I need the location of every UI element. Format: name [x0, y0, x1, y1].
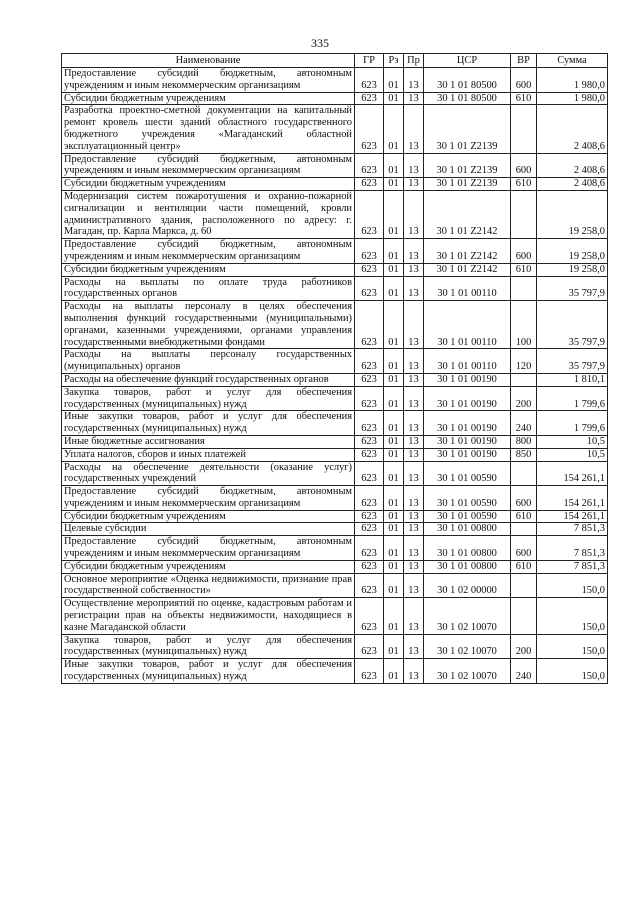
cell-csr: 30 1 01 00800: [424, 536, 511, 561]
cell-name: Предоставление субсидий бюджетным, автономным учреждениям и иным некоммерческим организациям: [62, 239, 355, 264]
cell-rz: 01: [384, 448, 404, 461]
cell-pr: 13: [404, 301, 424, 349]
cell-name: Субсидии бюджетным учреждениям: [62, 560, 355, 573]
cell-rz: 01: [384, 92, 404, 105]
cell-vr: [511, 373, 537, 386]
table-row: [62, 349, 608, 374]
cell-gr: 623: [355, 573, 384, 598]
cell-gr: 623: [355, 659, 384, 684]
cell-gr: 623: [355, 523, 384, 536]
cell-vr: [511, 573, 537, 598]
cell-gr: 623: [355, 598, 384, 634]
cell-rz: 01: [384, 239, 404, 264]
table-row: [62, 386, 608, 411]
table-row: [62, 92, 608, 105]
cell-name: Модернизация систем пожаротушения и охранно-пожарной сигнализации и вентиляции части помещений, кровли административного здания, расположенного по адресу: г. Магадан, пр. Карла Маркса, д. 60: [62, 190, 355, 238]
cell-pr: 13: [404, 573, 424, 598]
cell-gr: 623: [355, 510, 384, 523]
cell-sum: 1 980,0: [537, 92, 608, 105]
cell-gr: 623: [355, 153, 384, 178]
cell-pr: 13: [404, 659, 424, 684]
cell-name: Предоставление субсидий бюджетным, автономным учреждениям и иным некоммерческим организациям: [62, 153, 355, 178]
cell-vr: 600: [511, 68, 537, 93]
header-name: Наименование: [62, 54, 355, 68]
cell-rz: 01: [384, 560, 404, 573]
cell-rz: 01: [384, 461, 404, 486]
cell-pr: 13: [404, 411, 424, 436]
cell-csr: 30 1 01 00110: [424, 349, 511, 374]
cell-rz: 01: [384, 510, 404, 523]
table-row: [62, 301, 608, 349]
cell-vr: 610: [511, 510, 537, 523]
cell-rz: 01: [384, 105, 404, 153]
cell-vr: [511, 190, 537, 238]
cell-gr: 623: [355, 301, 384, 349]
cell-csr: 30 1 01 Z2142: [424, 263, 511, 276]
table-row: [62, 523, 608, 536]
cell-vr: 200: [511, 386, 537, 411]
cell-sum: 1 799,6: [537, 411, 608, 436]
cell-rz: 01: [384, 301, 404, 349]
table-row: [62, 276, 608, 301]
table-row: [62, 435, 608, 448]
cell-gr: 623: [355, 448, 384, 461]
cell-name: Целевые субсидии: [62, 523, 355, 536]
cell-pr: 13: [404, 263, 424, 276]
cell-vr: 610: [511, 92, 537, 105]
cell-gr: 623: [355, 68, 384, 93]
cell-csr: 30 1 01 00590: [424, 461, 511, 486]
cell-gr: 623: [355, 105, 384, 153]
table-row: [62, 510, 608, 523]
cell-vr: [511, 598, 537, 634]
cell-name: Закупка товаров, работ и услуг для обеспечения государственных (муниципальных) нужд: [62, 634, 355, 659]
cell-vr: [511, 105, 537, 153]
table-row: [62, 659, 608, 684]
cell-vr: 610: [511, 560, 537, 573]
cell-vr: 100: [511, 301, 537, 349]
cell-csr: 30 1 01 00190: [424, 435, 511, 448]
cell-sum: 150,0: [537, 634, 608, 659]
cell-csr: 30 1 01 00190: [424, 448, 511, 461]
cell-rz: 01: [384, 536, 404, 561]
cell-csr: 30 1 02 10070: [424, 659, 511, 684]
cell-name: Закупка товаров, работ и услуг для обеспечения государственных (муниципальных) нужд: [62, 386, 355, 411]
table-row: [62, 486, 608, 511]
cell-sum: 19 258,0: [537, 239, 608, 264]
header-gr: ГР: [355, 54, 384, 68]
cell-pr: 13: [404, 153, 424, 178]
cell-gr: 623: [355, 239, 384, 264]
cell-rz: 01: [384, 598, 404, 634]
cell-vr: 120: [511, 349, 537, 374]
cell-rz: 01: [384, 190, 404, 238]
cell-sum: 2 408,6: [537, 178, 608, 191]
cell-vr: 600: [511, 153, 537, 178]
table-row: [62, 634, 608, 659]
cell-gr: 623: [355, 486, 384, 511]
cell-name: Иные бюджетные ассигнования: [62, 435, 355, 448]
cell-name: Расходы на выплаты персоналу государственных (муниципальных) органов: [62, 349, 355, 374]
cell-name: Расходы на обеспечение функций государственных органов: [62, 373, 355, 386]
cell-vr: 600: [511, 486, 537, 511]
header-csr: ЦСР: [424, 54, 511, 68]
cell-csr: 30 1 01 Z2139: [424, 105, 511, 153]
cell-csr: 30 1 01 Z2142: [424, 190, 511, 238]
header-rz: Рз: [384, 54, 404, 68]
table-row: [62, 536, 608, 561]
cell-sum: 7 851,3: [537, 560, 608, 573]
cell-sum: 19 258,0: [537, 190, 608, 238]
cell-name: Уплата налогов, сборов и иных платежей: [62, 448, 355, 461]
cell-gr: 623: [355, 411, 384, 436]
cell-sum: 35 797,9: [537, 301, 608, 349]
header-sum: Сумма: [537, 54, 608, 68]
cell-gr: 623: [355, 190, 384, 238]
cell-sum: 35 797,9: [537, 349, 608, 374]
cell-pr: 13: [404, 486, 424, 511]
cell-csr: 30 1 02 00000: [424, 573, 511, 598]
cell-gr: 623: [355, 263, 384, 276]
cell-sum: 150,0: [537, 573, 608, 598]
cell-name: Иные закупки товаров, работ и услуг для обеспечения государственных (муниципальных) нужд: [62, 659, 355, 684]
cell-sum: 2 408,6: [537, 153, 608, 178]
cell-gr: 623: [355, 276, 384, 301]
cell-csr: 30 1 01 Z2142: [424, 239, 511, 264]
cell-pr: 13: [404, 435, 424, 448]
cell-vr: 610: [511, 178, 537, 191]
header-pr: Пр: [404, 54, 424, 68]
cell-name: Разработка проектно-сметной документации на капитальный ремонт кровель шести зданий областного государственного бюджетного учреждения «Магаданский областной эксплуатационный центр»: [62, 105, 355, 153]
cell-pr: 13: [404, 276, 424, 301]
cell-csr: 30 1 01 00800: [424, 560, 511, 573]
cell-csr: 30 1 01 00190: [424, 411, 511, 436]
cell-pr: 13: [404, 105, 424, 153]
cell-rz: 01: [384, 276, 404, 301]
cell-pr: 13: [404, 536, 424, 561]
cell-pr: 13: [404, 448, 424, 461]
cell-csr: 30 1 01 00590: [424, 486, 511, 511]
cell-vr: 240: [511, 659, 537, 684]
cell-sum: 154 261,1: [537, 461, 608, 486]
cell-rz: 01: [384, 659, 404, 684]
cell-pr: 13: [404, 510, 424, 523]
cell-name: Иные закупки товаров, работ и услуг для обеспечения государственных (муниципальных) нужд: [62, 411, 355, 436]
table-row: [62, 105, 608, 153]
cell-name: Субсидии бюджетным учреждениям: [62, 178, 355, 191]
cell-sum: 1 810,1: [537, 373, 608, 386]
cell-vr: [511, 523, 537, 536]
cell-gr: 623: [355, 536, 384, 561]
cell-sum: 1 980,0: [537, 68, 608, 93]
cell-name: Предоставление субсидий бюджетным, автономным учреждениям и иным некоммерческим организациям: [62, 486, 355, 511]
cell-csr: 30 1 01 00190: [424, 373, 511, 386]
cell-gr: 623: [355, 349, 384, 374]
cell-pr: 13: [404, 598, 424, 634]
cell-sum: 19 258,0: [537, 263, 608, 276]
cell-rz: 01: [384, 153, 404, 178]
cell-gr: 623: [355, 461, 384, 486]
cell-pr: 13: [404, 190, 424, 238]
cell-sum: 150,0: [537, 659, 608, 684]
cell-name: Предоставление субсидий бюджетным, автономным учреждениям и иным некоммерческим организациям: [62, 536, 355, 561]
cell-name: Предоставление субсидий бюджетным, автономным учреждениям и иным некоммерческим организациям: [62, 68, 355, 93]
cell-gr: 623: [355, 634, 384, 659]
cell-csr: 30 1 01 80500: [424, 68, 511, 93]
cell-name: Осуществление мероприятий по оценке, кадастровым работам и регистрации прав на объекты недвижимости, находящиеся в казне Магаданской области: [62, 598, 355, 634]
cell-pr: 13: [404, 68, 424, 93]
cell-rz: 01: [384, 349, 404, 374]
cell-pr: 13: [404, 92, 424, 105]
cell-pr: 13: [404, 373, 424, 386]
cell-gr: 623: [355, 92, 384, 105]
cell-gr: 623: [355, 386, 384, 411]
cell-sum: 150,0: [537, 598, 608, 634]
cell-vr: [511, 276, 537, 301]
table-row: [62, 448, 608, 461]
table-row: [62, 598, 608, 634]
table-header-row: [62, 54, 608, 68]
table-row: [62, 560, 608, 573]
cell-gr: 623: [355, 178, 384, 191]
cell-pr: 13: [404, 386, 424, 411]
table-row: [62, 411, 608, 436]
cell-csr: 30 1 01 00590: [424, 510, 511, 523]
cell-rz: 01: [384, 435, 404, 448]
cell-csr: 30 1 02 10070: [424, 634, 511, 659]
cell-vr: 610: [511, 263, 537, 276]
cell-vr: [511, 461, 537, 486]
cell-csr: 30 1 01 00110: [424, 301, 511, 349]
cell-name: Субсидии бюджетным учреждениям: [62, 510, 355, 523]
cell-sum: 7 851,3: [537, 536, 608, 561]
cell-gr: 623: [355, 435, 384, 448]
cell-rz: 01: [384, 68, 404, 93]
table-row: [62, 190, 608, 238]
cell-name: Расходы на выплаты по оплате труда работников государственных органов: [62, 276, 355, 301]
cell-name: Расходы на выплаты персоналу в целях обеспечения выполнения функций государственными (муниципальными) органами, казенными учреждениями, органами управления государственными внебюджетными фондами: [62, 301, 355, 349]
cell-pr: 13: [404, 560, 424, 573]
table-row: [62, 461, 608, 486]
table-row: [62, 573, 608, 598]
cell-csr: 30 1 01 00190: [424, 386, 511, 411]
cell-rz: 01: [384, 486, 404, 511]
cell-vr: 800: [511, 435, 537, 448]
cell-sum: 7 851,3: [537, 523, 608, 536]
cell-pr: 13: [404, 349, 424, 374]
cell-sum: 154 261,1: [537, 486, 608, 511]
cell-pr: 13: [404, 178, 424, 191]
cell-pr: 13: [404, 523, 424, 536]
cell-sum: 35 797,9: [537, 276, 608, 301]
cell-name: Основное мероприятие «Оценка недвижимости, признание прав государственной собственности»: [62, 573, 355, 598]
cell-vr: 240: [511, 411, 537, 436]
cell-csr: 30 1 01 80500: [424, 92, 511, 105]
budget-table: [61, 53, 608, 684]
cell-pr: 13: [404, 461, 424, 486]
cell-name: Субсидии бюджетным учреждениям: [62, 92, 355, 105]
cell-csr: 30 1 02 10070: [424, 598, 511, 634]
cell-sum: 2 408,6: [537, 105, 608, 153]
table-row: [62, 239, 608, 264]
cell-csr: 30 1 01 Z2139: [424, 178, 511, 191]
cell-name: Расходы на обеспечение деятельности (оказание услуг) государственных учреждений: [62, 461, 355, 486]
cell-rz: 01: [384, 523, 404, 536]
cell-csr: 30 1 01 00800: [424, 523, 511, 536]
header-vr: ВР: [511, 54, 537, 68]
cell-rz: 01: [384, 263, 404, 276]
cell-rz: 01: [384, 373, 404, 386]
table-row: [62, 68, 608, 93]
cell-vr: 600: [511, 239, 537, 264]
cell-sum: 154 261,1: [537, 510, 608, 523]
cell-rz: 01: [384, 386, 404, 411]
cell-csr: 30 1 01 Z2139: [424, 153, 511, 178]
cell-pr: 13: [404, 239, 424, 264]
cell-vr: 200: [511, 634, 537, 659]
cell-rz: 01: [384, 573, 404, 598]
table-row: [62, 263, 608, 276]
cell-rz: 01: [384, 634, 404, 659]
cell-pr: 13: [404, 634, 424, 659]
cell-csr: 30 1 01 00110: [424, 276, 511, 301]
cell-vr: 850: [511, 448, 537, 461]
cell-gr: 623: [355, 373, 384, 386]
table-row: [62, 373, 608, 386]
cell-vr: 600: [511, 536, 537, 561]
cell-rz: 01: [384, 178, 404, 191]
cell-sum: 1 799,6: [537, 386, 608, 411]
table-row: [62, 178, 608, 191]
cell-name: Субсидии бюджетным учреждениям: [62, 263, 355, 276]
page-number: 335: [311, 36, 329, 50]
cell-rz: 01: [384, 411, 404, 436]
cell-gr: 623: [355, 560, 384, 573]
cell-sum: 10,5: [537, 435, 608, 448]
table-row: [62, 153, 608, 178]
cell-sum: 10,5: [537, 448, 608, 461]
